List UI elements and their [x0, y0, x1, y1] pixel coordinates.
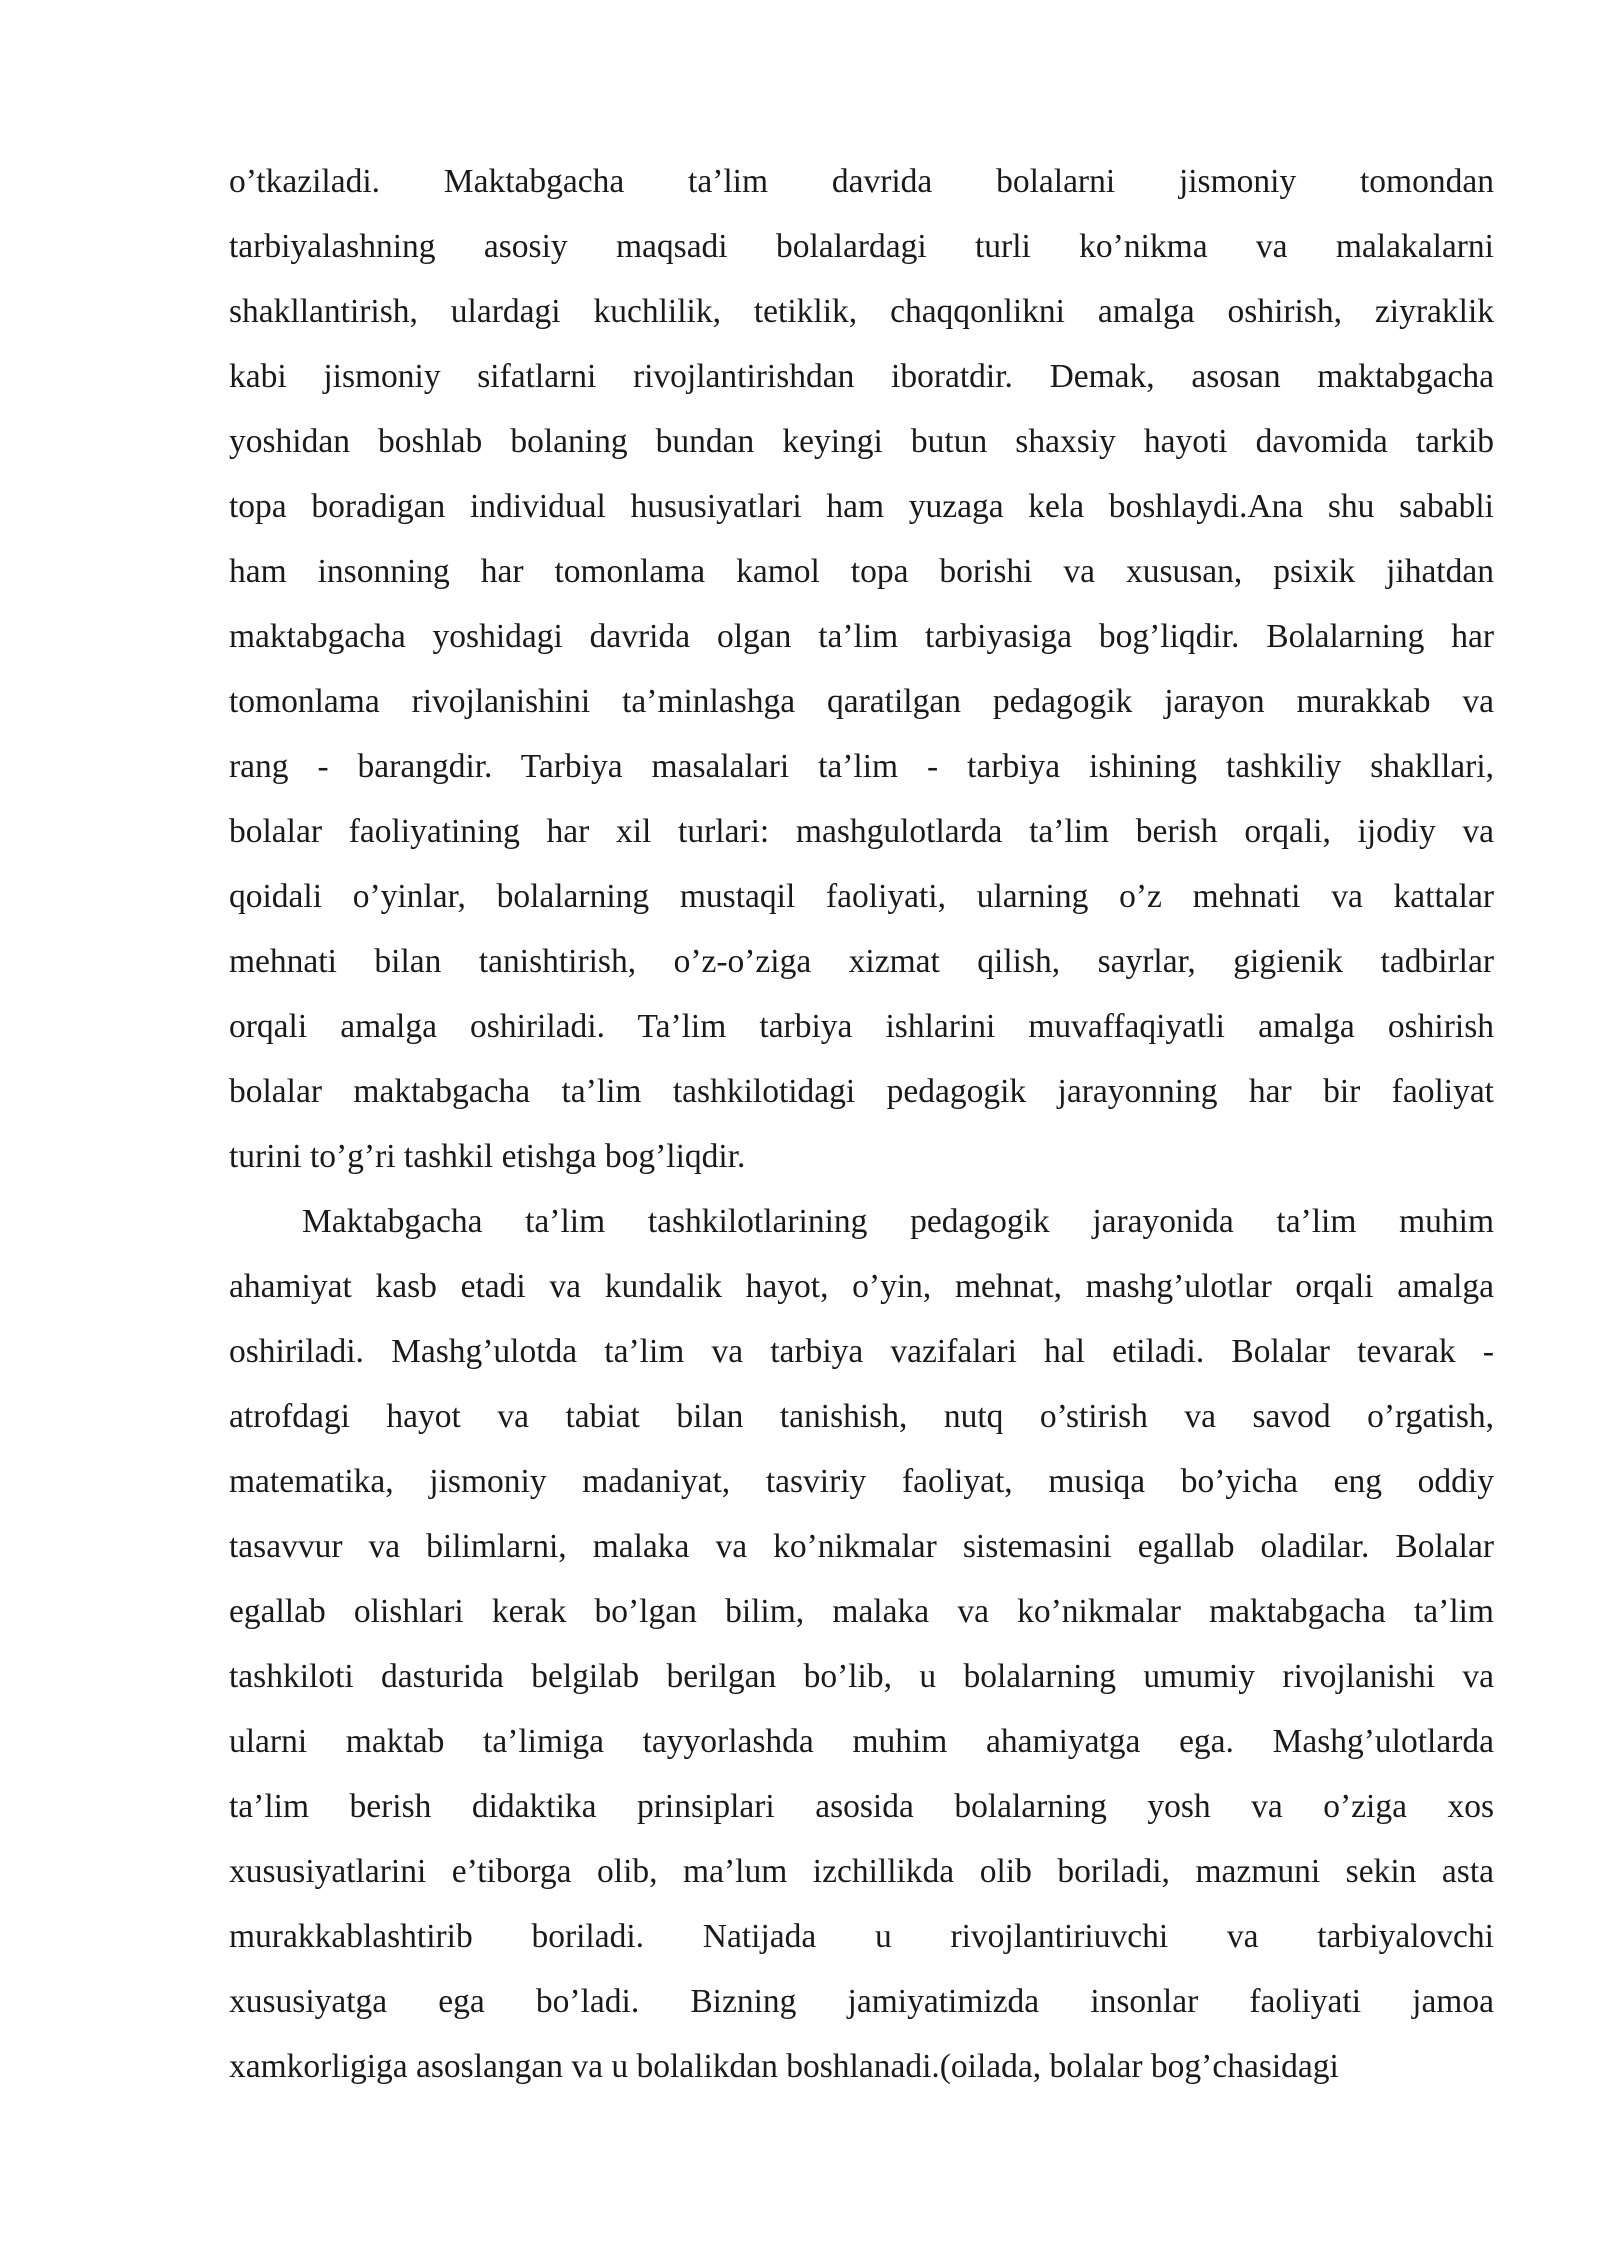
text-line: orqali amalga oshiriladi. Ta’lim tarbiya ishlarini muvaffaqiyatli amalga oshirish	[229, 1008, 1494, 1045]
text-line: o’tkaziladi. Maktabgacha ta’lim davrida bolalarni jismoniy tomondan	[229, 163, 1494, 200]
text-line: murakkablashtirib boriladi. Natijada u rivojlantiriuvchi va tarbiyalovchi	[229, 1918, 1494, 1955]
body-text	[229, 149, 1494, 2099]
text-line: qoidali o’yinlar, bolalarning mustaqil faoliyati, ularning o’z mehnati va kattalar	[229, 878, 1494, 915]
text-line: turini to’g’ri tashkil etishga bog’liqdir.	[229, 1138, 746, 1175]
text-line: ham insonning har tomonlama kamol topa borishi va xususan, psixik jihatdan	[229, 553, 1494, 590]
paragraph-1	[229, 149, 1494, 1189]
text-line: yoshidan boshlab bolaning bundan keyingi butun shaxsiy hayoti davomida tarkib	[229, 423, 1494, 460]
text-line: Maktabgacha ta’lim tashkilotlarining pedagogik jarayonida ta’lim muhim	[302, 1203, 1494, 1240]
text-line: shakllantirish, ulardagi kuchlilik, tetiklik, chaqqonlikni amalga oshirish, ziyraklik	[229, 293, 1494, 330]
text-line: topa boradigan individual hususiyatlari ham yuzaga kela boshlaydi.Ana shu sababli	[229, 488, 1494, 525]
text-line: matematika, jismoniy madaniyat, tasviriy faoliyat, musiqa bo’yicha eng oddiy	[229, 1463, 1494, 1500]
text-line: tarbiyalashning asosiy maqsadi bolalardagi turli ko’nikma va malakalarni	[229, 228, 1494, 265]
text-line: oshiriladi. Mashg’ulotda ta’lim va tarbiya vazifalari hal etiladi. Bolalar tevarak -	[229, 1333, 1494, 1370]
text-line: rang - barangdir. Tarbiya masalalari ta’lim - tarbiya ishining tashkiliy shakllari,	[229, 748, 1494, 785]
text-line: xususiyatlarini e’tiborga olib, ma’lum izchillikda olib boriladi, mazmuni sekin asta	[229, 1853, 1494, 1890]
text-line: ahamiyat kasb etadi va kundalik hayot, o’yin, mehnat, mashg’ulotlar orqali amalga	[229, 1268, 1494, 1305]
text-line: xususiyatga ega bo’ladi. Bizning jamiyatimizda insonlar faoliyati jamoa	[229, 1983, 1494, 2020]
text-line: tasavvur va bilimlarni, malaka va ko’nikmalar sistemasini egallab oladilar. Bolalar	[229, 1528, 1494, 1565]
text-line: ta’lim berish didaktika prinsiplari asosida bolalarning yosh va o’ziga xos	[229, 1788, 1494, 1825]
text-line: mehnati bilan tanishtirish, o’z-o’ziga xizmat qilish, sayrlar, gigienik tadbirlar	[229, 943, 1494, 980]
text-line: ularni maktab ta’limiga tayyorlashda muhim ahamiyatga ega. Mashg’ulotlarda	[229, 1723, 1494, 1760]
text-line: egallab olishlari kerak bo’lgan bilim, malaka va ko’nikmalar maktabgacha ta’lim	[229, 1593, 1494, 1630]
text-line: bolalar faoliyatining har xil turlari: mashgulotlarda ta’lim berish orqali, ijodiy va	[229, 813, 1494, 850]
text-line: bolalar maktabgacha ta’lim tashkilotidagi pedagogik jarayonning har bir faoliyat	[229, 1073, 1494, 1110]
text-line: xamkorligiga asoslangan va u bolalikdan boshlanadi.(oilada, bolalar bog’chasidagi	[229, 2048, 1339, 2085]
text-line: kabi jismoniy sifatlarni rivojlantirishdan iboratdir. Demak, asosan maktabgacha	[229, 358, 1494, 395]
text-line: atrofdagi hayot va tabiat bilan tanishish, nutq o’stirish va savod o’rgatish,	[229, 1398, 1494, 1435]
paragraph-2	[229, 1189, 1494, 2099]
text-line: maktabgacha yoshidagi davrida olgan ta’lim tarbiyasiga bog’liqdir. Bolalarning har	[229, 618, 1494, 655]
text-line: tashkiloti dasturida belgilab berilgan bo’lib, u bolalarning umumiy rivojlanishi va	[229, 1658, 1494, 1695]
text-line: tomonlama rivojlanishini ta’minlashga qaratilgan pedagogik jarayon murakkab va	[229, 683, 1494, 720]
